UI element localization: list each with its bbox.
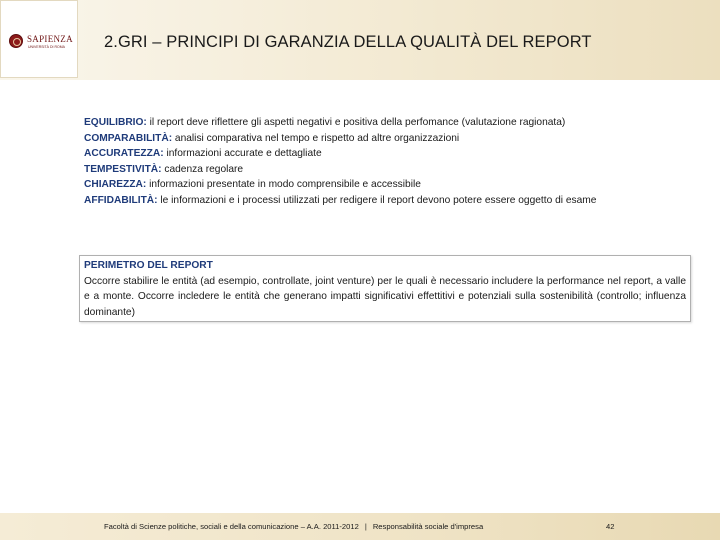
principle-key: EQUILIBRIO: [84, 117, 147, 128]
principle-item [84, 115, 694, 131]
footer-separator: | [364, 522, 367, 531]
page-number: 42 [606, 522, 615, 531]
principle-item [84, 162, 694, 178]
principle-key: ACCURATEZZA: [84, 148, 164, 160]
principle-text: cadenza regolare [161, 163, 244, 175]
logo-subtitle: UNIVERSITÀ DI ROMA [28, 45, 65, 49]
principle-item [84, 177, 694, 193]
slide-title: 2.GRI – PRINCIPI DI GARANZIA DELLA QUALITÀ DEL REPORT [104, 33, 592, 51]
principle-key: CHIAREZZA: [84, 179, 147, 191]
footer-text [104, 522, 483, 531]
perimetro-box [79, 255, 691, 322]
principle-item [84, 146, 694, 162]
principle-text: il report deve riflettere gli aspetti negativi e positiva della perfomance (valutazione ragionata) [146, 117, 566, 128]
principle-key: TEMPESTIVITÀ: [84, 163, 162, 175]
principle-key: AFFIDABILITÀ: [84, 194, 158, 206]
principle-text: informazioni presentate in modo comprensibile e accessibile [146, 179, 421, 191]
footer-faculty: Facoltà di Scienze politiche, sociali e della comunicazione – A.A. 2011-2012 [104, 522, 359, 531]
principles-list [84, 115, 694, 209]
principle-item [84, 193, 694, 209]
principle-key: COMPARABILITÀ: [84, 132, 173, 144]
principle-text: informazioni accurate e dettagliate [163, 148, 322, 160]
principle-text: le informazioni e i processi utilizzati per redigere il report devono potere essere oggetto di esame [157, 194, 597, 206]
principle-text: analisi comparativa nel tempo e rispetto ad altre organizzazioni [172, 132, 460, 144]
principle-item [84, 131, 694, 147]
perimetro-body: Occorre stabilire le entità (ad esempio, controllate, joint venture) per le quali è necessario includere la performance nel report, a valle e a monte. Occorre incledere le entità che generano impatti significativi effettitivi e potenziali sulla sostenibilità (controllo; influenza dominante) [84, 275, 686, 318]
footer-course: Responsabilità sociale d'impresa [372, 522, 484, 531]
seal-icon [9, 34, 23, 48]
header-band [0, 0, 720, 80]
perimetro-title: PERIMETRO DEL REPORT [84, 260, 213, 271]
university-logo [0, 0, 78, 78]
logo-name: SAPIENZA [27, 34, 73, 44]
